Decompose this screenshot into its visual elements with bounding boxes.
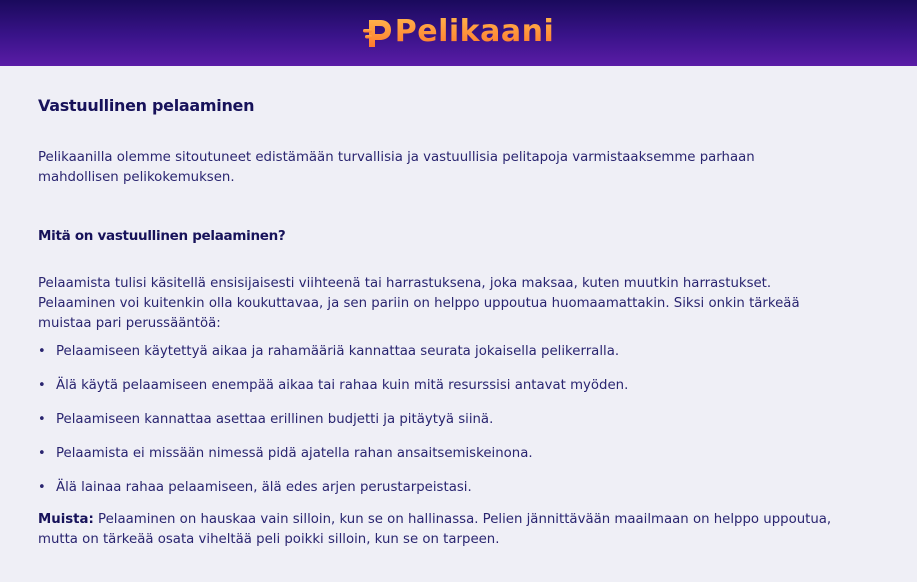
section-heading: Mitä on vastuullinen pelaaminen? [38, 228, 286, 244]
bullet-icon: • [38, 412, 46, 427]
tip-text: Pelaamista ei missään nimessä pidä ajatella rahan ansaitsemiskeinona. [56, 446, 533, 461]
list-item [38, 376, 879, 396]
list-item [38, 478, 879, 498]
section-paragraph: Pelaamista tulisi käsitellä ensisijaisesti viihteenä tai harrastuksena, joka maksaa, kuten muutkin harrastukset. Pelaaminen voi kuitenkin olla koukuttavaa, ja sen pariin on helppo uppoutua huomaamattakin. Siksi onkin tärkeää muistaa pari perussääntöä: [38, 276, 800, 331]
bullet-icon: • [38, 344, 46, 359]
tips-list [38, 342, 879, 498]
pelikaani-logo-icon [363, 16, 393, 50]
remember-text: Pelaaminen on hauskaa vain silloin, kun se on hallinassa. Pelien jännittävään maailmaan on helppo uppoutua, mutta on tärkeää osata viheltää peli poikki silloin, kun se on tarpeen. [38, 512, 832, 547]
tip-text: Pelaamiseen käytettyä aikaa ja rahamääriä kannattaa seurata jokaisella pelikerralla. [56, 344, 620, 359]
bullet-icon: • [38, 480, 46, 495]
page-title: Vastuullinen pelaaminen [38, 96, 255, 115]
list-item [38, 444, 879, 464]
tip-text: Älä käytä pelaamiseen enempää aikaa tai rahaa kuin mitä resurssisi antavat myöden. [56, 378, 629, 393]
list-item [38, 410, 879, 430]
brand-name: Pelikaani [394, 14, 555, 49]
bullet-icon: • [38, 378, 46, 393]
remember-paragraph [38, 510, 838, 550]
site-header [0, 0, 917, 66]
brand-logo[interactable] [363, 13, 554, 53]
bullet-icon: • [38, 446, 46, 461]
tip-text: Pelaamiseen kannattaa asettaa erillinen budjetti ja pitäytyä siinä. [56, 412, 494, 427]
list-item [38, 342, 879, 362]
remember-label: Muista: [38, 512, 94, 527]
tip-text: Älä lainaa rahaa pelaamiseen, älä edes arjen perustarpeistasi. [56, 480, 472, 495]
main-content [0, 66, 917, 550]
intro-paragraph: Pelikaanilla olemme sitoutuneet edistämään turvallisia ja vastuullisia pelitapoja varmistaaksemme parhaan mahdollisen pelikokemuksen. [38, 150, 755, 185]
